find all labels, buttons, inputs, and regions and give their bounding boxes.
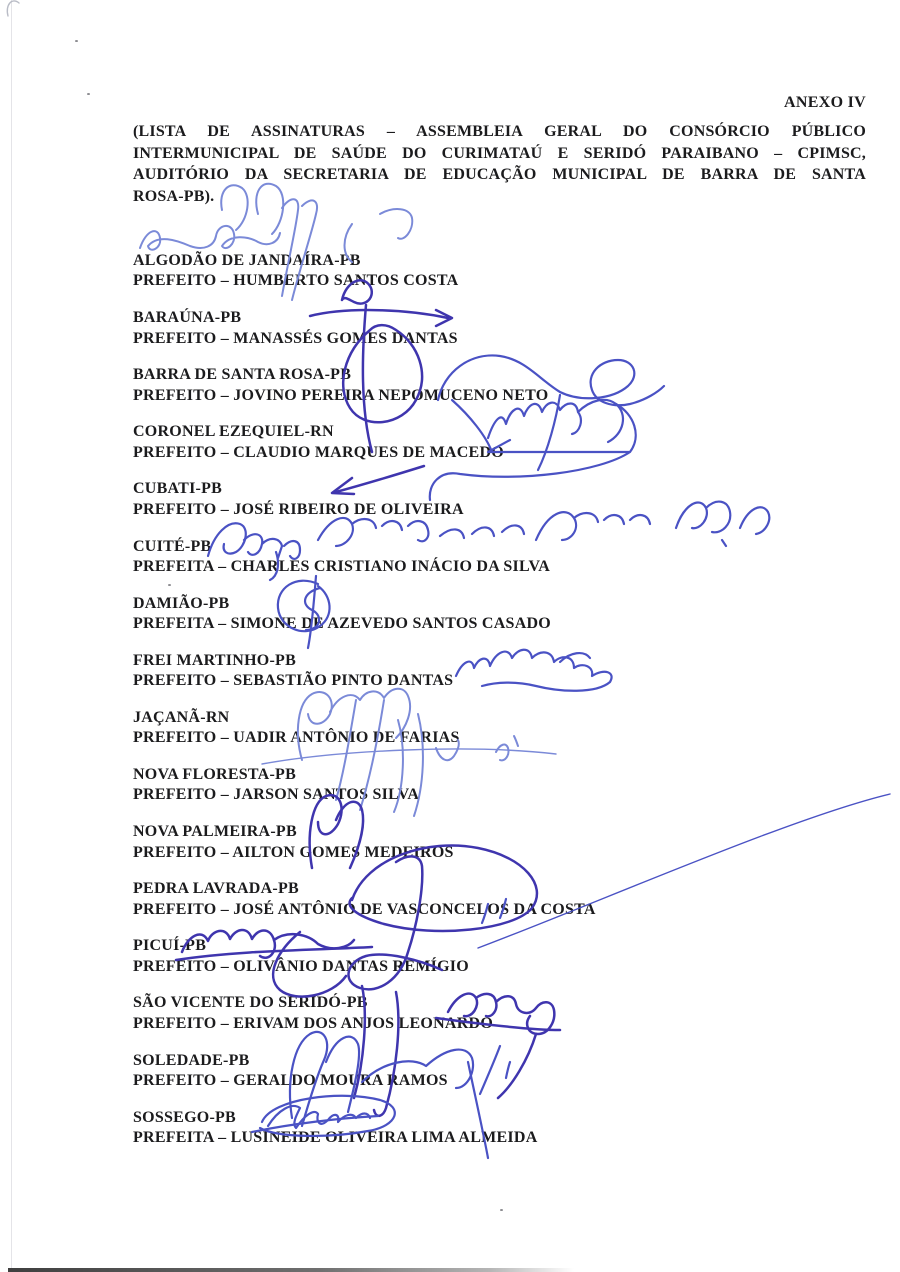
list-item [133,765,878,806]
scan-edge-left [11,0,12,1272]
official-name: PREFEITO – ERIVAM DOS ANJOS LEONARDO [133,1014,494,1032]
official-name: PREFEITO – CLAUDIO MARQUES DE MACEDO [133,443,504,461]
scan-speck [500,1209,503,1211]
municipality-name: CORONEL EZEQUIEL-RN [133,423,334,441]
official-name: PREFEITO – SEBASTIÃO PINTO DANTAS [133,672,454,690]
municipality-name: CUITÉ-PB [133,537,212,555]
document-title [133,121,866,207]
municipality-name: ALGODÃO DE JANDAÍRA-PB [133,252,361,269]
official-name: PREFEITO – JARSON SANTOS SILVA [133,786,420,804]
official-name: PREFEITO – MANASSÉS GOMES DANTAS [133,329,458,347]
list-item [133,1051,878,1092]
scan-edge-bottom [8,1268,574,1272]
official-name: PREFEITO – JOVINO PEREIRA NEPOMUCENO NETO [133,386,549,404]
title-line-3: AUDITÓRIO DA SECRETARIA DE EDUCAÇÃO MUNICIPAL DE BARRA DE SANTA [133,166,866,183]
municipality-name: BARAÚNA-PB [133,309,242,327]
list-item [133,879,878,920]
title-line-2: INTERMUNICIPAL DE SAÚDE DO CURIMATAÚ E SERIDÓ PARAIBANO – CPIMSC, [133,144,866,162]
list-item [133,594,878,635]
official-name: PREFEITO – JOSÉ RIBEIRO DE OLIVEIRA [133,500,464,518]
official-name: PREFEITO – AILTON GOMES MEDEIROS [133,843,454,861]
scan-speck [75,40,78,42]
official-name: PREFEITO – HUMBERTO SANTOS COSTA [133,272,459,290]
municipality-name: NOVA PALMEIRA-PB [133,823,297,841]
official-name: PREFEITA – SIMONE DE AZEVEDO SANTOS CASADO [133,615,551,633]
list-item [133,537,878,578]
municipality-name: CUBATI-PB [133,480,223,498]
official-name: PREFEITO – JOSÉ ANTÔNIO DE VASCONCELOS DA COSTA [133,900,596,918]
list-item [133,422,878,463]
list-item [133,993,878,1034]
municipality-name: BARRA DE SANTA ROSA-PB [133,366,352,384]
title-line-4: ROSA-PB). [133,187,215,205]
official-name: PREFEITO – UADIR ANTÔNIO DE FARIAS [133,729,460,747]
list-item [133,822,878,863]
title-line-1: (LISTA DE ASSINATURAS – ASSEMBLEIA GERAL DO CONSÓRCIO PÚBLICO [133,123,866,140]
list-item [133,651,878,692]
municipality-name: SOSSEGO-PB [133,1108,236,1126]
scan-speck [87,93,90,95]
annex-label: ANEXO IV [784,94,866,111]
list-item [133,251,878,292]
official-name: PREFEITA – CHARLES CRISTIANO INÁCIO DA SILVA [133,557,551,575]
list-item [133,708,878,749]
list-item [133,365,878,406]
municipality-name: SÃO VICENTE DO SERIDÓ-PB [133,994,368,1012]
municipality-name: PEDRA LAVRADA-PB [133,880,299,898]
municipality-name: DAMIÃO-PB [133,594,230,612]
municipality-name: FREI MARTINHO-PB [133,651,296,669]
signature-list [133,251,878,1165]
list-item [133,936,878,977]
official-name: PREFEITO – GERALDO MOURA RAMOS [133,1071,448,1089]
municipality-name: NOVA FLORESTA-PB [133,765,296,783]
scan-curl-artifact [7,1,19,16]
municipality-name: PICUÍ-PB [133,937,207,955]
municipality-name: SOLEDADE-PB [133,1051,250,1069]
list-item [133,1108,878,1149]
list-item [133,308,878,349]
official-name: PREFEITO – OLIVÂNIO DANTAS REMÍGIO [133,957,469,975]
municipality-name: JAÇANÃ-RN [133,708,230,726]
list-item [133,479,878,520]
official-name: PREFEITA – LUSINEIDE OLIVEIRA LIMA ALMEIDA [133,1129,538,1147]
